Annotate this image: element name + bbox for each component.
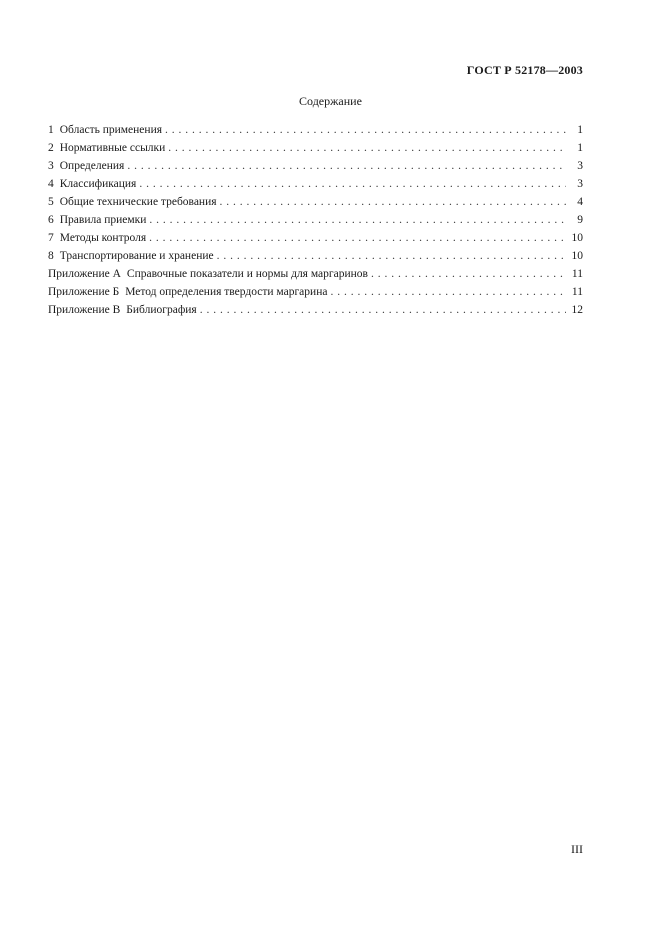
toc-item-label: 2 Нормативные ссылки <box>48 142 166 154</box>
toc-item[interactable] <box>48 193 583 211</box>
toc-appendix-item[interactable] <box>48 265 583 283</box>
toc-item[interactable] <box>48 211 583 229</box>
toc-leader-dots <box>127 157 566 175</box>
toc-leader-dots <box>217 247 566 265</box>
toc-item-page: 3 <box>577 178 583 190</box>
toc-leader-dots <box>149 229 566 247</box>
toc-item-label: 3 Определения <box>48 160 125 172</box>
toc-item[interactable] <box>48 157 583 175</box>
toc-item-label: 6 Правила приемки <box>48 214 147 226</box>
toc-item[interactable] <box>48 139 583 157</box>
toc-leader-dots <box>149 211 566 229</box>
table-of-contents <box>48 121 583 319</box>
toc-leader-dots <box>168 139 566 157</box>
toc-item-label: Приложение В Библиография <box>48 304 197 316</box>
toc-item-page: 9 <box>577 214 583 226</box>
toc-leader-dots <box>330 283 566 301</box>
toc-leader-dots <box>139 175 566 193</box>
toc-appendix-item[interactable] <box>48 283 583 301</box>
page-number: III <box>571 842 583 856</box>
toc-item-page: 12 <box>571 304 583 316</box>
toc-appendix-item[interactable] <box>48 301 583 319</box>
toc-title: Содержание <box>299 94 362 108</box>
toc-leader-dots <box>220 193 566 211</box>
toc-item-label: 8 Транспортирование и хранение <box>48 250 214 262</box>
toc-item-page: 11 <box>571 268 583 280</box>
toc-item-label: 5 Общие технические требования <box>48 196 217 208</box>
toc-leader-dots <box>165 121 566 139</box>
toc-item-label: 4 Классификация <box>48 178 137 190</box>
toc-item-page: 1 <box>577 124 583 136</box>
toc-item-label: 7 Методы контроля <box>48 232 147 244</box>
toc-item[interactable] <box>48 229 583 247</box>
toc-item[interactable] <box>48 247 583 265</box>
toc-item-label: Приложение Б Метод определения твердости маргарина <box>48 286 328 298</box>
toc-item-page: 1 <box>577 142 583 154</box>
toc-leader-dots <box>371 265 566 283</box>
toc-item-label: Приложение А Справочные показатели и нормы для маргаринов <box>48 268 368 280</box>
toc-item-page: 3 <box>577 160 583 172</box>
toc-item-label: 1 Область применения <box>48 124 163 136</box>
toc-leader-dots <box>200 301 566 319</box>
toc-item-page: 10 <box>571 250 583 262</box>
toc-item-page: 4 <box>577 196 583 208</box>
toc-item[interactable] <box>48 175 583 193</box>
toc-item-page: 10 <box>571 232 583 244</box>
toc-item[interactable] <box>48 121 583 139</box>
toc-item-page: 11 <box>571 286 583 298</box>
document-code: ГОСТ Р 52178—2003 <box>466 63 583 77</box>
